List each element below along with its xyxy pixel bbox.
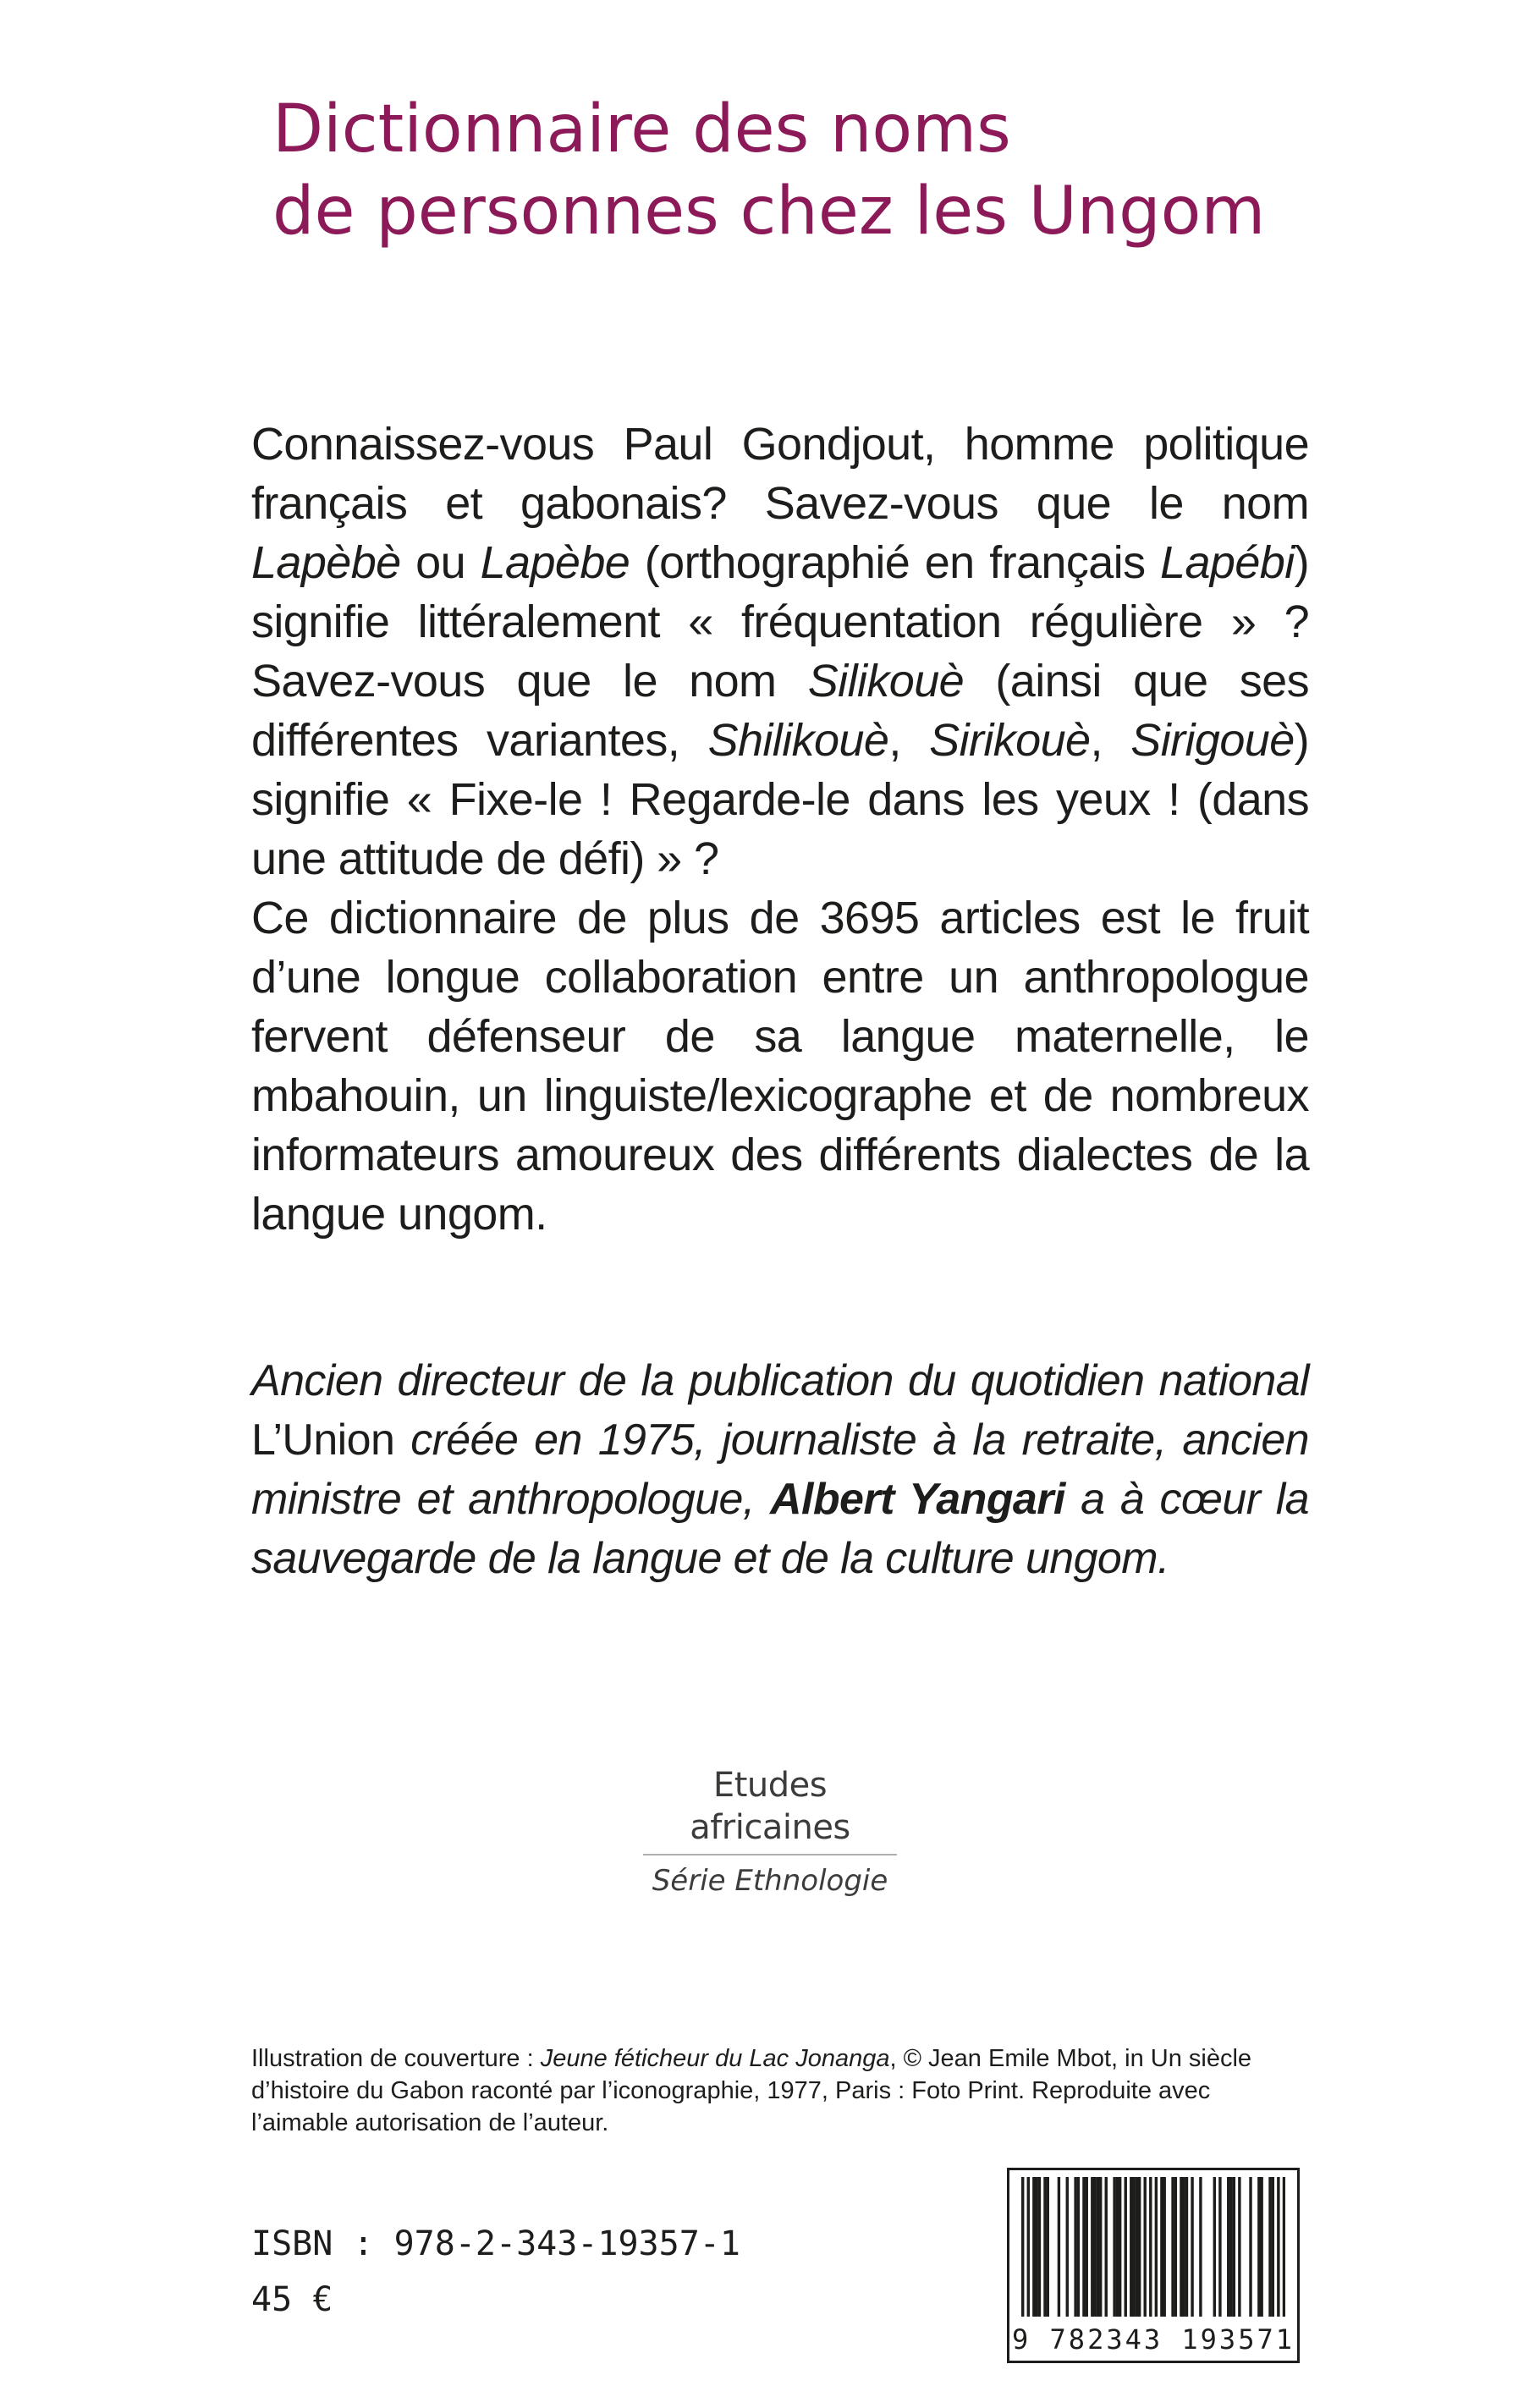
barcode-bar (1185, 2177, 1188, 2317)
blurb-text-run: (ainsi que ses différentes variantes, (251, 656, 1309, 766)
credit-prefix: Illustration de couverture : (251, 2045, 541, 2072)
barcode-digits: 9 782343 193571 (1012, 2323, 1295, 2356)
barcode-bar (1138, 2177, 1141, 2317)
barcode-bar (1082, 2177, 1085, 2317)
barcode-bar (1038, 2177, 1041, 2317)
barcode-bar (1257, 2177, 1260, 2317)
barcode-bar (1227, 2177, 1229, 2317)
blurb-italic-name: Lapèbè (251, 537, 401, 588)
barcode-bar (1155, 2177, 1158, 2317)
blurb-italic-name: Silikouè (807, 656, 965, 706)
author-bio (251, 1351, 1309, 1588)
barcode-bar (1132, 2177, 1135, 2317)
blurb-paragraph-2: Ce dictionnaire de plus de 3695 articles est le fruit d’une longue collaboration entre un anthropologue fervent défenseur de sa langue maternelle, le mbahouin, un linguiste/lexicographe et de nombreux informateurs amoureux des différents dialectes de la langue ungom. (251, 893, 1309, 1240)
barcode-bar (1099, 2177, 1102, 2317)
barcode-bar (1144, 2177, 1147, 2317)
barcode-bar (1116, 2177, 1119, 2317)
barcode-bar (1032, 2177, 1035, 2317)
blurb-italic-name: Lapèbe (480, 537, 630, 588)
barcode-bar (1171, 2177, 1174, 2317)
blurb-text-run: ) signifie littéralement « fréquentation régulière » ? Savez-vous que le nom (251, 537, 1309, 706)
barcode (1007, 2168, 1300, 2363)
blurb-italic-name: Shilikouè (707, 715, 889, 766)
blurb-text-run: ou (400, 537, 481, 588)
blurb-text-run: (orthographié en français (630, 537, 1161, 588)
barcode-bar (1182, 2177, 1185, 2317)
blurb-text-run: ) signifie « Fixe-le ! Regarde-le dans les yeux ! (dans une attitude de défi) » ? (251, 715, 1310, 884)
barcode-bar (1163, 2177, 1165, 2317)
barcode-bar (1086, 2177, 1088, 2317)
credit-work-title: Jeune féticheur du Lac Jonanga (540, 2045, 890, 2072)
barcode-bar (1058, 2177, 1060, 2317)
barcode-bar (1233, 2177, 1235, 2317)
book-title-line-2: de personnes chez les Ungom (272, 173, 1266, 250)
barcode-bar (1077, 2177, 1080, 2317)
barcode-bar (1043, 2177, 1046, 2317)
barcode-bar (1066, 2177, 1069, 2317)
blurb-paragraph-1 (251, 415, 1309, 888)
barcode-bar (1074, 2177, 1076, 2317)
credit-details: , © Jean Emile Mbot, in Un siècle d’histoire du Gabon raconté par l’iconographie, 1977, Paris : Foto Print. Reproduite avec l’aimable autorisation de l’auteur. (251, 2045, 1252, 2136)
barcode-bar (1213, 2177, 1216, 2317)
barcode-bar (1093, 2177, 1096, 2317)
book-title (272, 89, 1372, 253)
barcode-bar (1180, 2177, 1182, 2317)
barcode-bar (1218, 2177, 1221, 2317)
collection-name: Etudes africaines (643, 1764, 897, 1855)
barcode-bar (1260, 2177, 1262, 2317)
barcode-bar (1238, 2177, 1240, 2317)
barcode-bar (1160, 2177, 1163, 2317)
blurb-text-run: , (888, 715, 930, 766)
blurb-italic-name: Sirigouè (1130, 715, 1295, 766)
barcode-bar (1229, 2177, 1232, 2317)
author-bio-part-1: Ancien directeur de la publication du quotidien national (251, 1356, 1309, 1405)
barcode-bar (1091, 2177, 1093, 2317)
barcode-bar (1136, 2177, 1138, 2317)
barcode-bars (1021, 2177, 1285, 2317)
barcode-bar (1119, 2177, 1121, 2317)
collection-serie: Série Ethnologie (652, 1864, 888, 1898)
collection-label (643, 1764, 897, 1899)
barcode-bar (1268, 2177, 1271, 2317)
barcode-bar (1249, 2177, 1251, 2317)
back-cover-blurb (251, 415, 1309, 1244)
blurb-text-run: Connaissez-vous Paul Gondjout, homme politique français et gabonais? Savez-vous que le nom (251, 419, 1309, 529)
blurb-italic-name: Lapébi (1160, 537, 1295, 588)
barcode-bar (1174, 2177, 1177, 2317)
barcode-bar (1191, 2177, 1193, 2317)
barcode-bar (1199, 2177, 1202, 2317)
barcode-bar (1283, 2177, 1285, 2317)
barcode-bar (1125, 2177, 1127, 2317)
book-title-line-1: Dictionnaire des noms (272, 91, 1011, 168)
author-bio-part-2: créée en 1975, journaliste à la retraite, ancien ministre et anthropologue, (251, 1416, 1309, 1524)
author-name: Albert Yangari (770, 1475, 1065, 1524)
author-bio-part-3: a à cœur la sauvegarde de la langue et de la culture ungom. (251, 1475, 1309, 1583)
barcode-bar (1047, 2177, 1049, 2317)
barcode-bar (1105, 2177, 1108, 2317)
barcode-bar (1130, 2177, 1132, 2317)
barcode-bar (1097, 2177, 1099, 2317)
barcode-bar (1113, 2177, 1115, 2317)
blurb-text-run: , (1090, 715, 1131, 766)
barcode-bar (1027, 2177, 1030, 2317)
barcode-bar (1021, 2177, 1024, 2317)
newspaper-name: L’Union (251, 1416, 411, 1465)
illustration-credit (251, 2042, 1309, 2139)
blurb-italic-name: Sirikouè (929, 715, 1091, 766)
barcode-bar (1272, 2177, 1274, 2317)
barcode-bar (1035, 2177, 1037, 2317)
barcode-bar (1277, 2177, 1279, 2317)
barcode-bar (1149, 2177, 1152, 2317)
price: 45 € (251, 2280, 333, 2319)
isbn: ISBN : 978-2-343-19357-1 (251, 2224, 740, 2263)
